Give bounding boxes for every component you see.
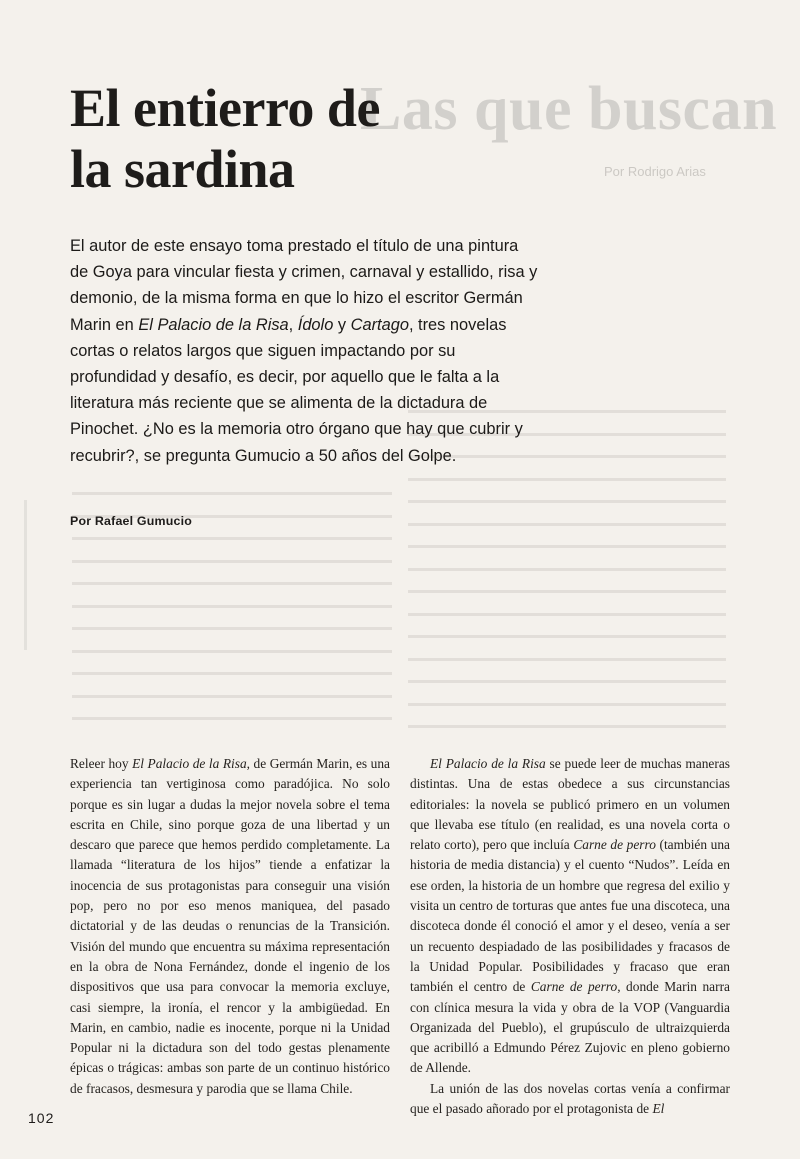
article-title [70, 78, 390, 200]
bleed-through-title: Las que buscan [360, 75, 778, 143]
body-column-right [410, 754, 730, 1119]
bleed-through-side-mark [24, 500, 27, 650]
paragraph: El Palacio de la Risa se puede leer de muchas maneras distintas. Una de estas obedece a sus circunstancias editoriales: la novela se publicó primero en un volumen que llevaba ese título (en realidad, es una novela corta o relato corto), pero que incluía Carne de perro (también una historia de media distancia) y el cuento “Nudos”. Leída en ese orden, la historia de un hombre que regresa del exilio y visita un centro de torturas que antes fue una discoteca, una discoteca donde él conoció el amor y el deseo, venía a ser un recuento despiadado de las posibilidades y fracasos de la Unidad Popular. Posibilidades y fracaso que eran también el centro de Carne de perro, donde Marin narra con clínica mesura la vida y obra de la VOP (Vanguardia Organizada del Pueblo), el grupúsculo de ultraizquierda que acribilló a Edmundo Pérez Zujovic en pleno gobierno de Allende. [410, 756, 730, 1076]
book-title: Ídolo [297, 315, 334, 334]
book-title: Cartago [350, 315, 409, 334]
bleed-through-byline: Por Rodrigo Arias [604, 164, 706, 179]
page-number: 102 [28, 1110, 55, 1126]
article-title-line-2: la sardina [70, 139, 295, 199]
book-title: Carne de perro [573, 837, 656, 853]
book-title: El Palacio de la Risa [132, 756, 247, 771]
article-lead: El autor de este ensayo toma prestado el título de una pintura de Goya para vincular fiesta y crimen, carnaval y estallido, risa y demonio, de la misma forma en que lo hizo el escritor Germán Marin en El Palacio de la Risa, Ídolo y Cartago, tres novelas cortas o relatos largos que siguen impactando por su profundidad y desafío, es decir, por aquello que le falta a la literatura más reciente que se alimenta de la dictadura de Pinochet. ¿No es la memoria otro órgano que hay que cubrir y recubrir?, se pregunta Gumucio a 50 años del Golpe. [70, 237, 538, 465]
bleed-through-lines-left [72, 492, 392, 740]
byline: Por Rafael Gumucio [70, 514, 193, 528]
book-title: El Palacio de la Risa [138, 315, 289, 334]
book-title: El Palacio de la Risa [430, 756, 546, 771]
paragraph: La unión de las dos novelas cortas venía a confirmar que el pasado añorado por el protagonista de El [410, 1080, 730, 1117]
book-title: Carne de perro [530, 979, 618, 995]
paragraph: Releer hoy El Palacio de la Risa, de Germán Marin, es una experiencia tan vertiginosa como paradójica. No solo porque es sin lugar a dudas la mejor novela sobre el tema escrita en Chile, sino porque goza de una libertad y un descaro que parece que hemos perdido completamente. La llamada “literatura de los hijos” tiende a enfatizar la inocencia de sus protagonistas para conseguir una visión pop, pero no por eso menos maniquea, del pasado dictatorial y de las deudas o renuncias de la Transición. Visión del mundo que encuentra su máxima representación en la obra de Nona Fernández, donde el ingenio de los dispositivos que usa para convocar la memoria excluye, casi siempre, la ironía, el rencor y la ambigüedad. En Marin, en cambio, nadie es inocente, porque ni la Unidad Popular ni la dictadura son del todo gestas plenamente épicas o trágicas: ambas son parte de un continuo histórico de fracasos, desmesura y parodia que se llama Chile. [70, 756, 390, 1096]
article-title-line-1: El entierro de [70, 78, 380, 138]
book-title: El [652, 1101, 665, 1117]
body-column-left [70, 754, 390, 1099]
